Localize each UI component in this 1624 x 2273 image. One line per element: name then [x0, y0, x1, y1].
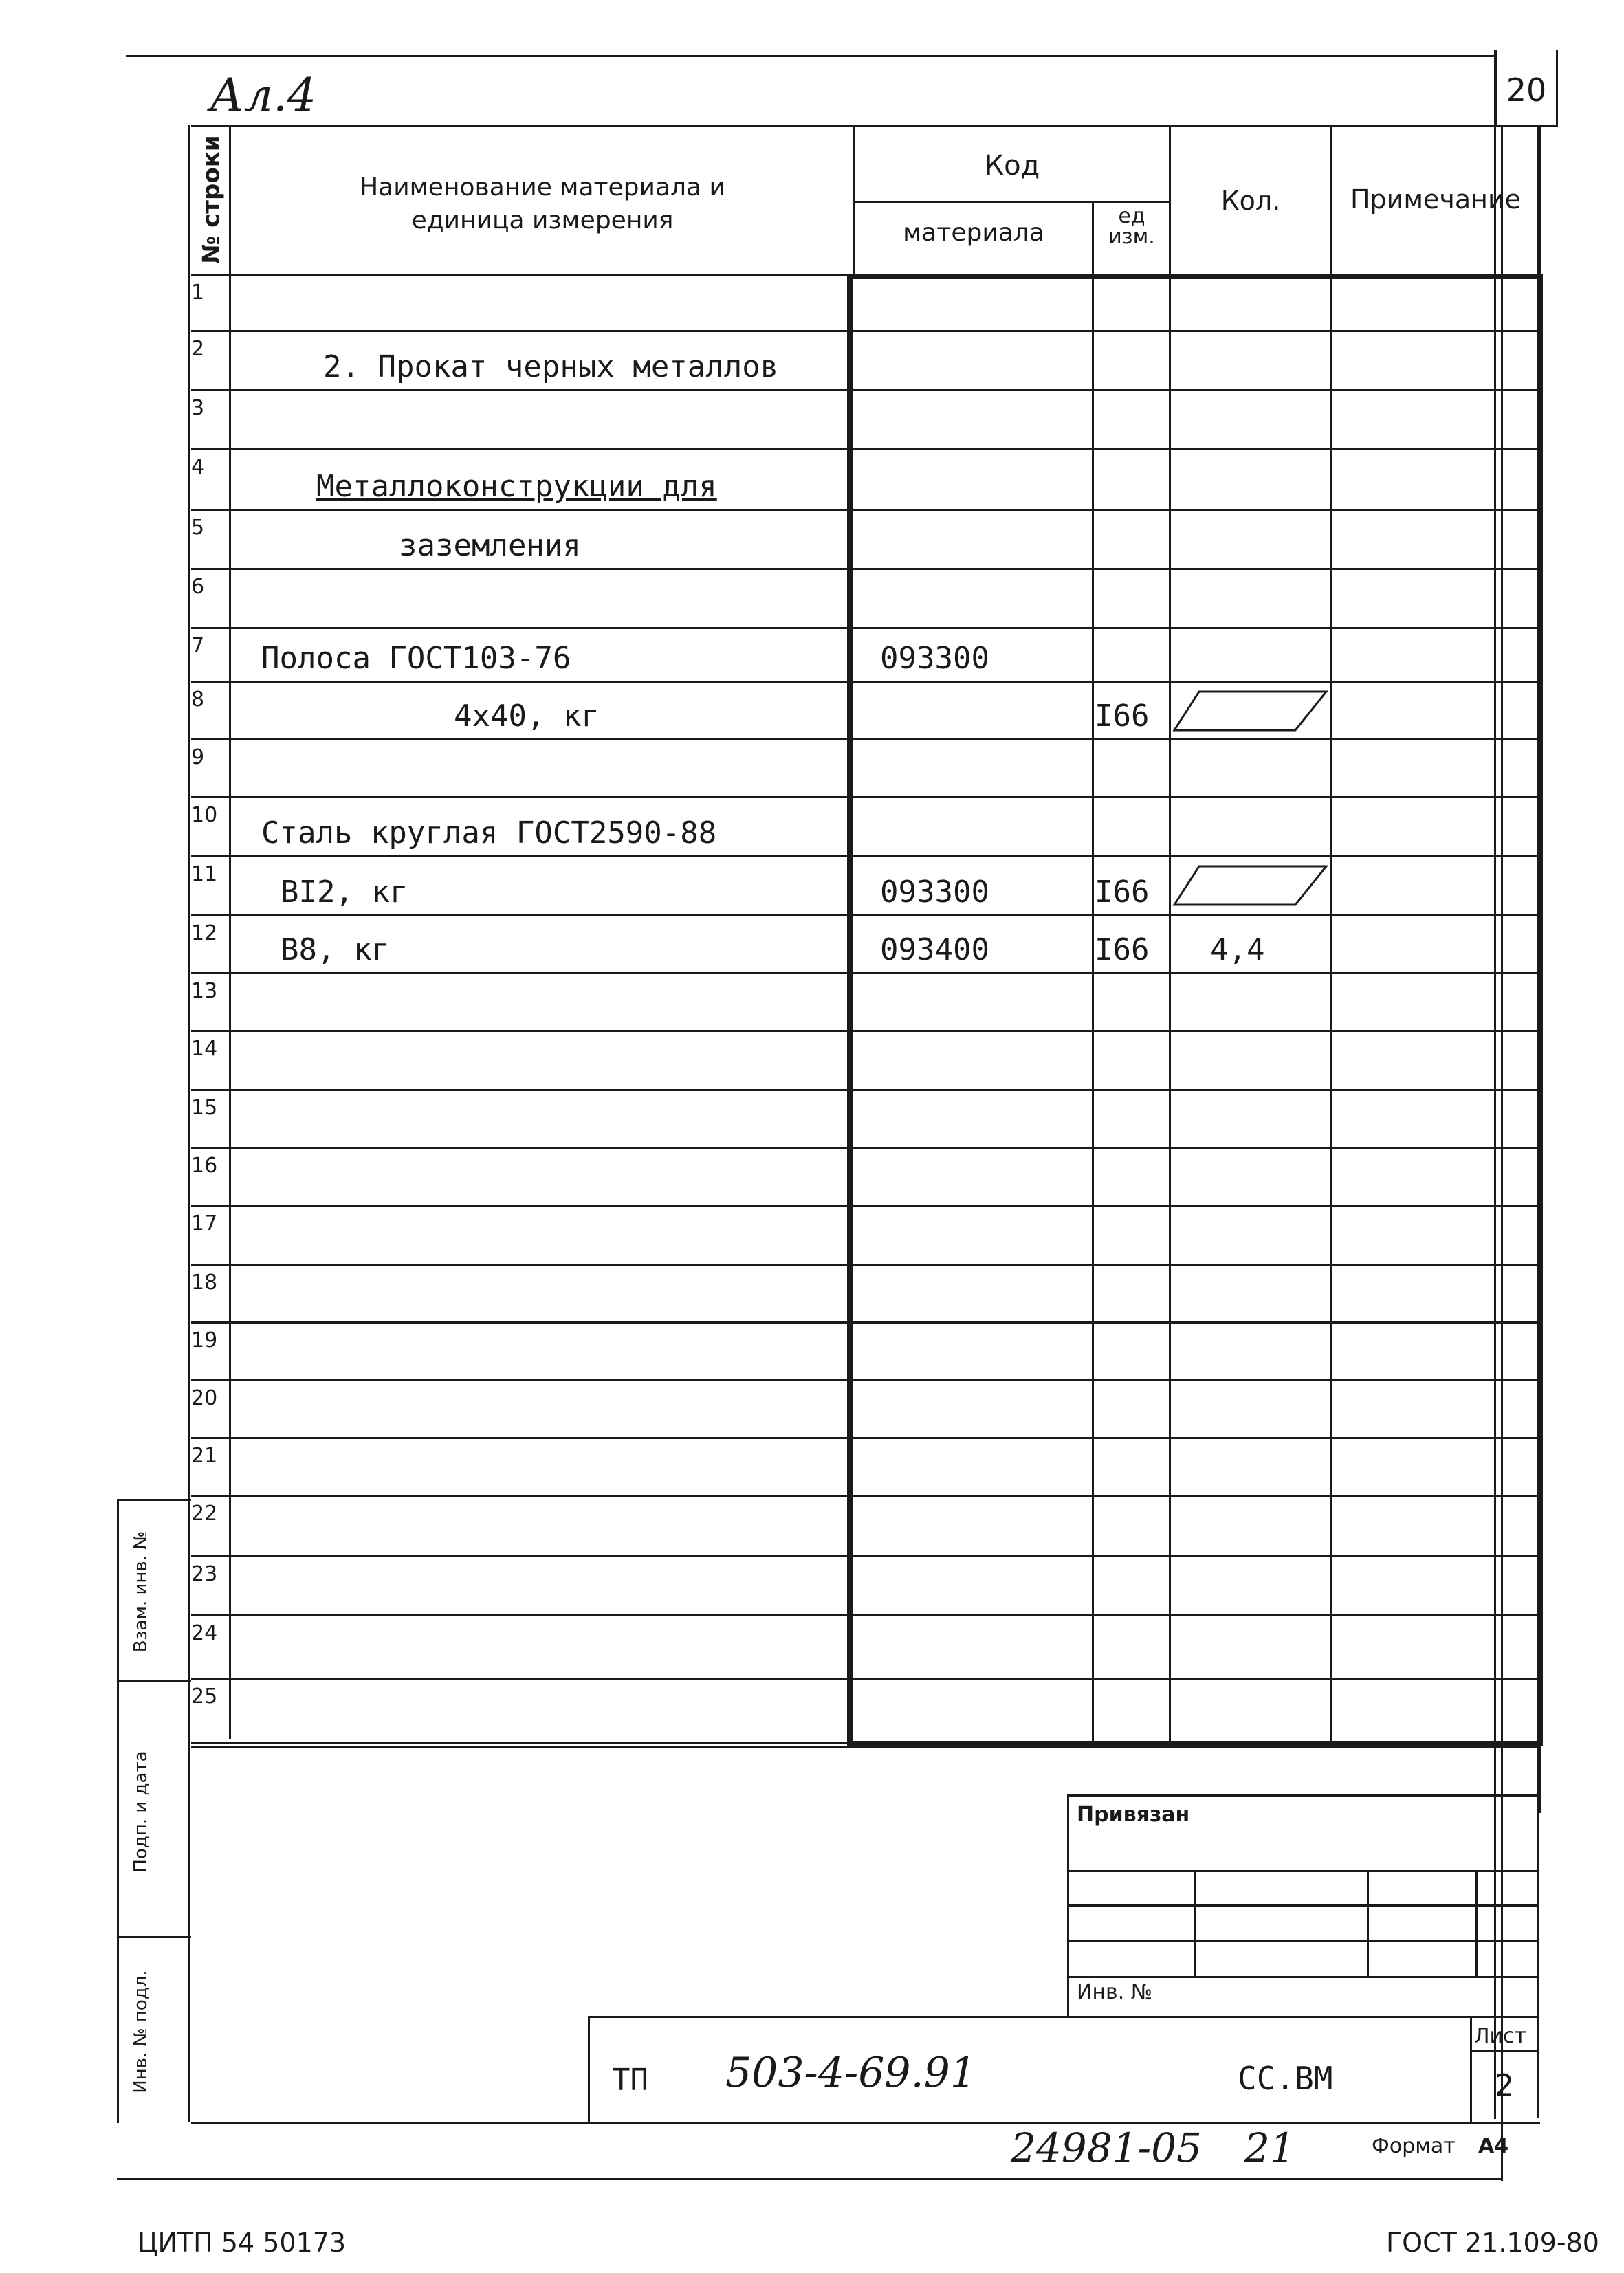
row-name: Сталь круглая ГОСТ2590-88: [261, 815, 717, 850]
qty-header: Кол.: [1220, 186, 1281, 216]
row-divider: [191, 1321, 1540, 1324]
row-name: 4х40, кг: [454, 699, 600, 734]
row-divider: [191, 1089, 1540, 1091]
data-block-right-thick: [1537, 274, 1543, 1746]
row-name: 2. Прокат черных металлов: [323, 349, 779, 384]
row-divider: [191, 738, 1540, 740]
row-number: 18: [191, 1271, 218, 1295]
material-header: материала: [903, 219, 1044, 247]
stamp-right-border: [1537, 1746, 1539, 2118]
table-bottom-line: [191, 1746, 1540, 1748]
row-divider: [191, 1147, 1540, 1149]
page-number-box-edge: [1556, 50, 1558, 127]
page-number-box-left: [1495, 50, 1497, 127]
row-divider: [191, 796, 1540, 798]
row-divider: [191, 509, 1540, 511]
bound-label: Привязан: [1077, 1803, 1190, 1827]
code-header: Код: [984, 150, 1040, 182]
unit-col-line: [1092, 274, 1094, 1742]
side-label-top: Взам. инв. №: [131, 1530, 151, 1653]
row-no-label: № строки: [197, 135, 226, 264]
bottom-frame-line: [117, 2178, 1501, 2180]
row-number: 9: [191, 745, 205, 769]
row-number: 15: [191, 1096, 218, 1120]
row-number: 6: [191, 575, 205, 599]
table-left-border: [188, 125, 190, 2122]
row-divider: [191, 1205, 1540, 1207]
rownum-col-line: [229, 125, 231, 1739]
bound-col-1: [1194, 1870, 1196, 1976]
row-material-code: 093300: [880, 641, 989, 676]
row-name: заземления: [399, 528, 581, 563]
code-col-left-header: [853, 125, 855, 275]
doc-code: СС.ВМ: [1238, 2060, 1333, 2097]
row-number: 25: [191, 1684, 218, 1709]
row-divider: [191, 914, 1540, 916]
qty-col-left-header: [1169, 125, 1171, 275]
row-divider: [191, 1379, 1540, 1381]
row-divider: [191, 972, 1540, 974]
side-label-bot: Инв. № подл.: [131, 1970, 151, 2094]
row-number: 16: [191, 1154, 218, 1178]
row-divider: [191, 389, 1540, 391]
format-label: Формат: [1372, 2134, 1456, 2158]
sheet-number: 2: [1495, 2068, 1514, 2103]
row-number: 4: [191, 455, 205, 479]
title-block-bottom: [191, 2122, 1540, 2124]
row-divider: [191, 681, 1540, 683]
table-top-border: [191, 125, 1539, 127]
row-quantity: 4,4: [1210, 932, 1265, 967]
row-number: 11: [191, 862, 218, 886]
note-col-left-header: [1330, 125, 1332, 275]
note-col-line: [1330, 274, 1332, 1742]
row-number: 2: [191, 337, 205, 361]
doc-number: 503-4-69.91: [725, 2049, 977, 2097]
name-header-line2: единица измерения: [411, 206, 674, 234]
right-frame-line: [1501, 125, 1503, 2181]
bound-col-3: [1475, 1870, 1478, 1976]
row-number: 24: [191, 1621, 218, 1645]
row-divider: [191, 1742, 1540, 1744]
page-number: 20: [1506, 72, 1547, 109]
row-material-code: 093400: [880, 932, 989, 967]
sheet-mark: Ал.4: [210, 69, 316, 122]
row-number: 19: [191, 1328, 218, 1352]
bound-row-4: [1067, 1976, 1539, 1978]
inner-right-frame: [1494, 125, 1496, 2119]
row-divider: [191, 1264, 1540, 1266]
archive-number: 24981-05: [1011, 2124, 1202, 2171]
row-number: 5: [191, 516, 205, 540]
binding-strip-left: [117, 1499, 119, 2123]
note-header: Примечание: [1350, 184, 1522, 215]
row-name: Металлоконструкции для: [316, 469, 717, 504]
unit-col-left-header: [1092, 203, 1094, 275]
row-name: Полоса ГОСТ103-76: [261, 641, 571, 676]
row-number: 21: [191, 1444, 218, 1468]
row-number: 12: [191, 921, 218, 945]
row-divider: [191, 627, 1540, 629]
qty-blank-mark: [1172, 858, 1330, 913]
data-block-top-thick: [848, 274, 1543, 279]
bound-row-3: [1067, 1940, 1539, 1942]
name-header-line1: Наименование материала и: [360, 173, 725, 201]
row-number: 14: [191, 1037, 218, 1061]
row-unit-code: I66: [1095, 932, 1150, 967]
title-block-top: [588, 2016, 1539, 2018]
row-number: 10: [191, 803, 218, 827]
row-material-code: 093300: [880, 875, 989, 910]
publisher: ЦИТП 54 50173: [138, 2228, 347, 2258]
bound-col-2: [1367, 1870, 1369, 1976]
qty-col-line: [1169, 274, 1171, 1742]
row-divider: [191, 1555, 1540, 1557]
row-divider: [191, 330, 1540, 332]
bound-block-top: [1067, 1794, 1539, 1797]
row-number: 13: [191, 979, 218, 1003]
unit-header-line1: ед: [1118, 204, 1145, 228]
row-divider: [191, 1437, 1540, 1439]
sheet-label: Лист: [1474, 2024, 1527, 2048]
unit-header: [1095, 206, 1169, 248]
binding-strip-div1: [117, 1680, 191, 1682]
row-name: BI2, кг: [281, 875, 408, 910]
row-number: 17: [191, 1211, 218, 1236]
row-number: 1: [191, 281, 205, 305]
row-number: 20: [191, 1386, 218, 1410]
row-divider: [191, 1030, 1540, 1032]
row-name: B8, кг: [281, 932, 390, 967]
row-divider: [191, 568, 1540, 570]
row-divider: [191, 1495, 1540, 1497]
tp-label: ТП: [612, 2063, 648, 2098]
top-frame-line: [126, 55, 1494, 57]
row-number: 23: [191, 1562, 218, 1586]
inv-label: Инв. №: [1077, 1980, 1153, 2004]
page-hand: 21: [1244, 2124, 1295, 2171]
data-block-left-thick: [847, 274, 853, 1746]
bound-row-2: [1067, 1904, 1539, 1907]
binding-strip-div2: [117, 1936, 191, 1938]
row-number: 3: [191, 396, 205, 420]
row-number: 8: [191, 688, 205, 712]
title-block-left: [588, 2016, 590, 2123]
row-number: 22: [191, 1502, 218, 1526]
row-divider: [191, 1678, 1540, 1680]
gost-standard: ГОСТ 21.109-80: [1386, 2228, 1599, 2258]
qty-blank-mark: [1172, 683, 1330, 738]
row-unit-code: I66: [1095, 699, 1150, 734]
row-divider: [191, 1614, 1540, 1616]
binding-strip-top: [117, 1499, 191, 1501]
row-divider: [191, 448, 1540, 450]
row-unit-code: I66: [1095, 875, 1150, 910]
bound-row-1: [1067, 1870, 1539, 1872]
row-number: 7: [191, 634, 205, 658]
code-header-divider: [853, 201, 1169, 203]
row-no-header: [194, 131, 228, 272]
side-label-mid: Подп. и дата: [131, 1750, 151, 1873]
sheet-box-divider: [1470, 2050, 1539, 2052]
row-divider: [191, 855, 1540, 857]
unit-header-line2: изм.: [1108, 225, 1155, 249]
format-value: А4: [1478, 2134, 1509, 2158]
